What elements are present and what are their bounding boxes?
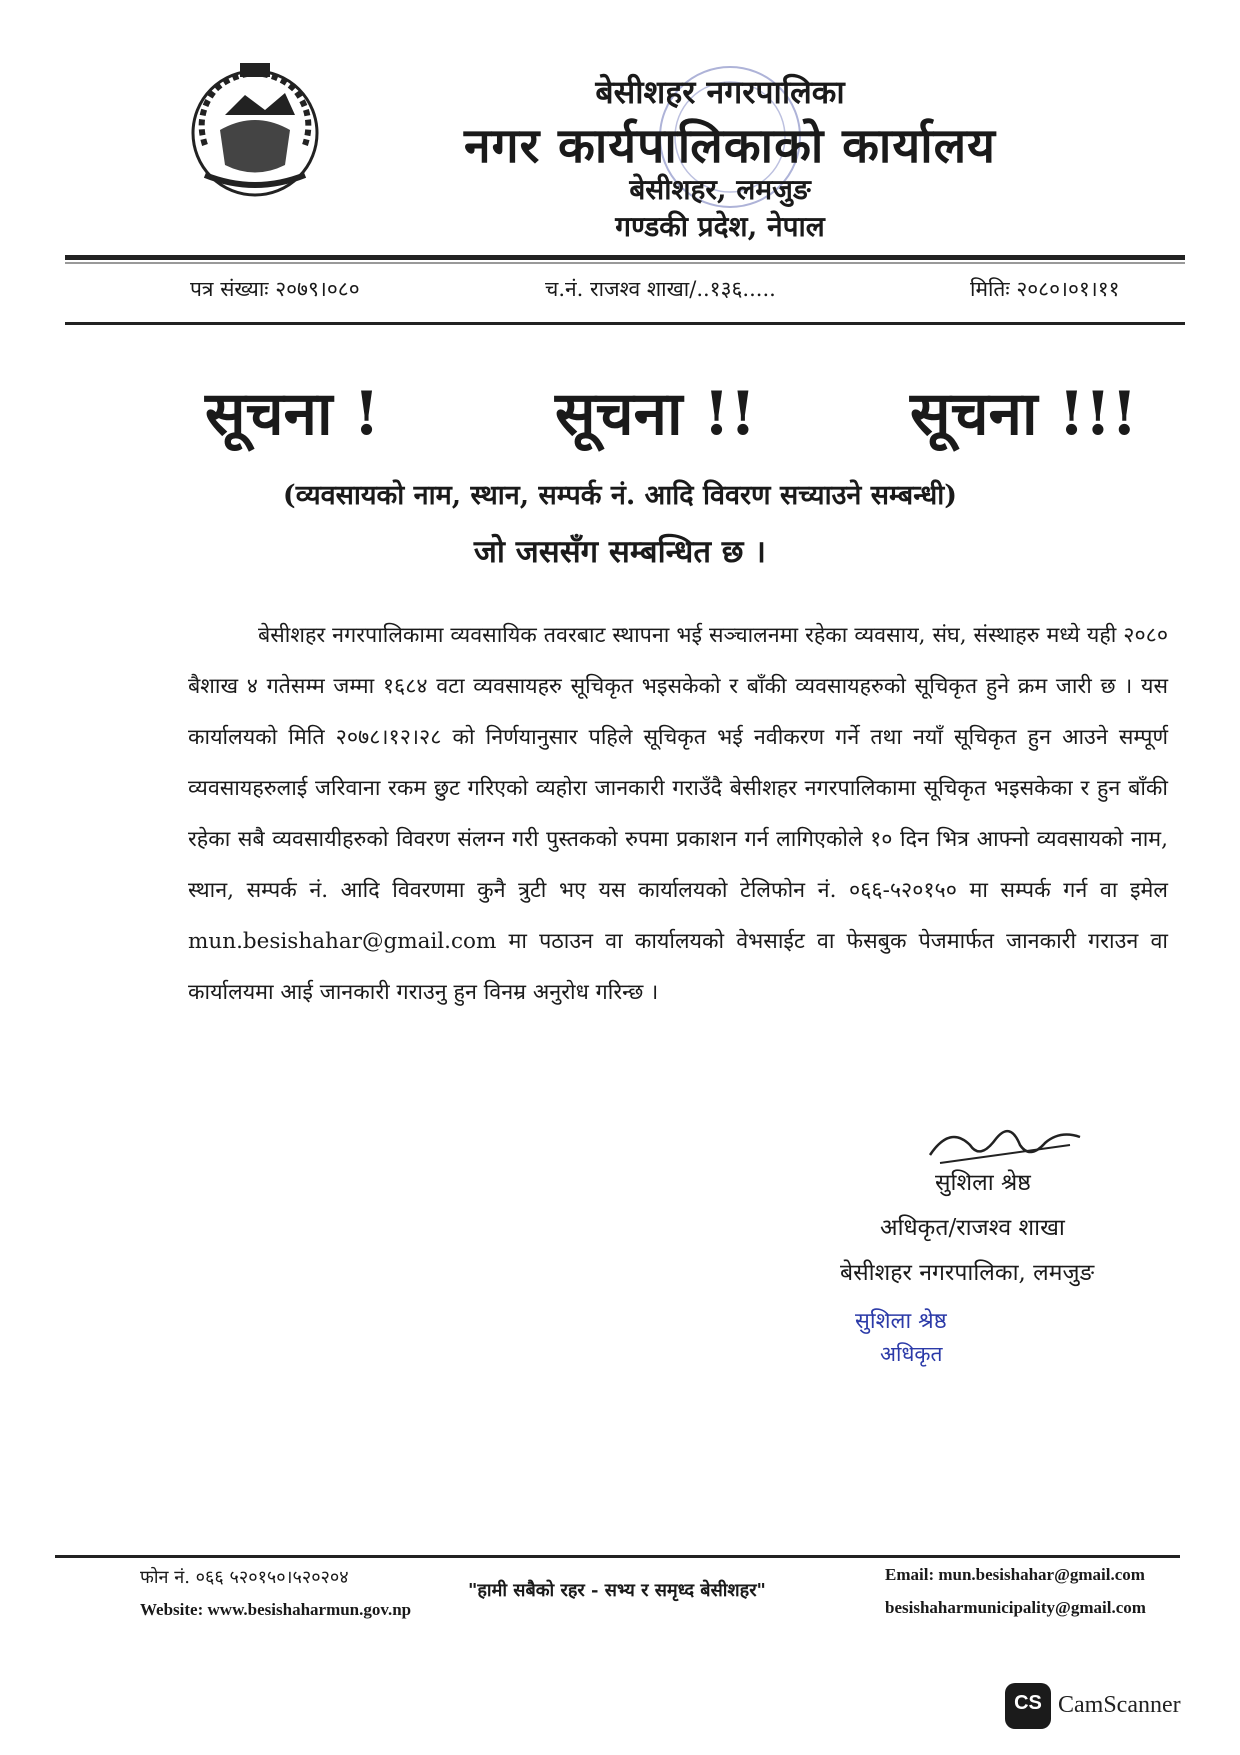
camscanner-badge: CS <box>1014 1692 1042 1714</box>
footer-divider <box>55 1555 1180 1558</box>
header-divider <box>65 255 1185 260</box>
notice-heading-1: सूचना ! <box>205 379 380 449</box>
signatory-office: बेसीशहर नगरपालिका, लमजुङ <box>840 1260 1095 1286</box>
notice-subject: (व्यवसायको नाम, स्थान, सम्पर्क नं. आदि विवरण सच्याउने सम्बन्धी) <box>282 480 958 511</box>
office-location: बेसीशहर, लमजुङ <box>629 173 811 206</box>
footer-email: Email: mun.besishahar@gmail.com <box>885 1565 1145 1584</box>
header-divider-thin <box>65 262 1185 264</box>
notice-heading-3: सूचना !!! <box>910 379 1138 449</box>
province-country: गण्डकी प्रदेश, नेपाल <box>615 210 825 243</box>
footer-website: Website: www.besishaharmun.gov.np <box>140 1600 412 1619</box>
office-name: नगर कार्यपालिकाको कार्यालय <box>463 118 997 174</box>
notice-body-paragraph: बेसीशहर नगरपालिकामा व्यवसायिक तवरबाट स्थापना भई सञ्चालनमा रहेका व्यवसाय, संघ, संस्थाहरु मध्ये यही २०८० बैशाख ४ गतेसम्म जम्मा १६८४ वटा व्यवसायहरु सूचिकृत भइसकेको र बाँकी व्यवसायहरुको सूचिकृत हुने क्रम जारी छ । यस कार्यालयको मिति २०७८।१२।२८ को निर्णयानुसार पहिले सूचिकृत भई नवीकरण गर्ने तथा नयाँ सूचिकृत हुन आउने सम्पूर्ण व्यवसायहरुलाई जरिवाना रकम छुट गरिएको व्यहोरा जानकारी गराउँदै बेसीशहर नगरपालिकामा सूचिकृत भइसकेका र हुन बाँकी रहेका सबै व्यवसायीहरुको विवरण संलग्न गरी पुस्तकको रुपमा प्रकाशन गर्न लागिएकोले १० दिन भित्र आफ्नो व्यवसायको नाम, स्थान, सम्पर्क नं. आदि विवरणमा कुनै त्रुटी भए यस कार्यालयको टेलिफोन नं. ०६६-५२०१५० मा सम्पर्क गर्न वा इमेल mun.besishahar@gmail.com मा पठाउन वा कार्यालयको वेभसाईट वा फेसबुक पेजमार्फत जानकारी गराउन वा कार्यालयमा आई जानकारी गराउनु हुन विनम्र अनुरोध गरिन्छ । <box>188 623 1168 1005</box>
footer-email-secondary: besishaharmunicipality@gmail.com <box>885 1598 1146 1617</box>
signatory-name: सुशिला श्रेष्ठ <box>935 1170 1031 1196</box>
dispatch-number: च.नं. राजश्व शाखा/..१३६..... <box>545 277 776 301</box>
signatory-title: अधिकृत/राजश्व शाखा <box>880 1215 1065 1241</box>
letter-number: पत्र संख्याः २०७९।०८० <box>190 277 360 301</box>
camscanner-name: CamScanner <box>1058 1692 1181 1718</box>
municipality-name: बेसीशहर नगरपालिका <box>595 73 845 111</box>
nepal-emblem-icon <box>185 55 325 200</box>
notice-addressee: जो जससँग सम्बन्धित छ । <box>473 534 767 570</box>
footer-motto: "हामी सबैको रहर - सभ्य र समृध्द बेसीशहर" <box>468 1580 766 1601</box>
seal-title: अधिकृत <box>880 1342 943 1366</box>
footer-phone: फोन नं. ०६६ ५२०१५०।५२०२०४ <box>140 1567 349 1588</box>
seal-name: सुशिला श्रेष्ठ <box>855 1309 947 1334</box>
notice-heading-2: सूचना !! <box>555 379 757 449</box>
letter-date: मितिः २०८०।०१।११ <box>970 277 1120 301</box>
meta-divider <box>65 322 1185 325</box>
